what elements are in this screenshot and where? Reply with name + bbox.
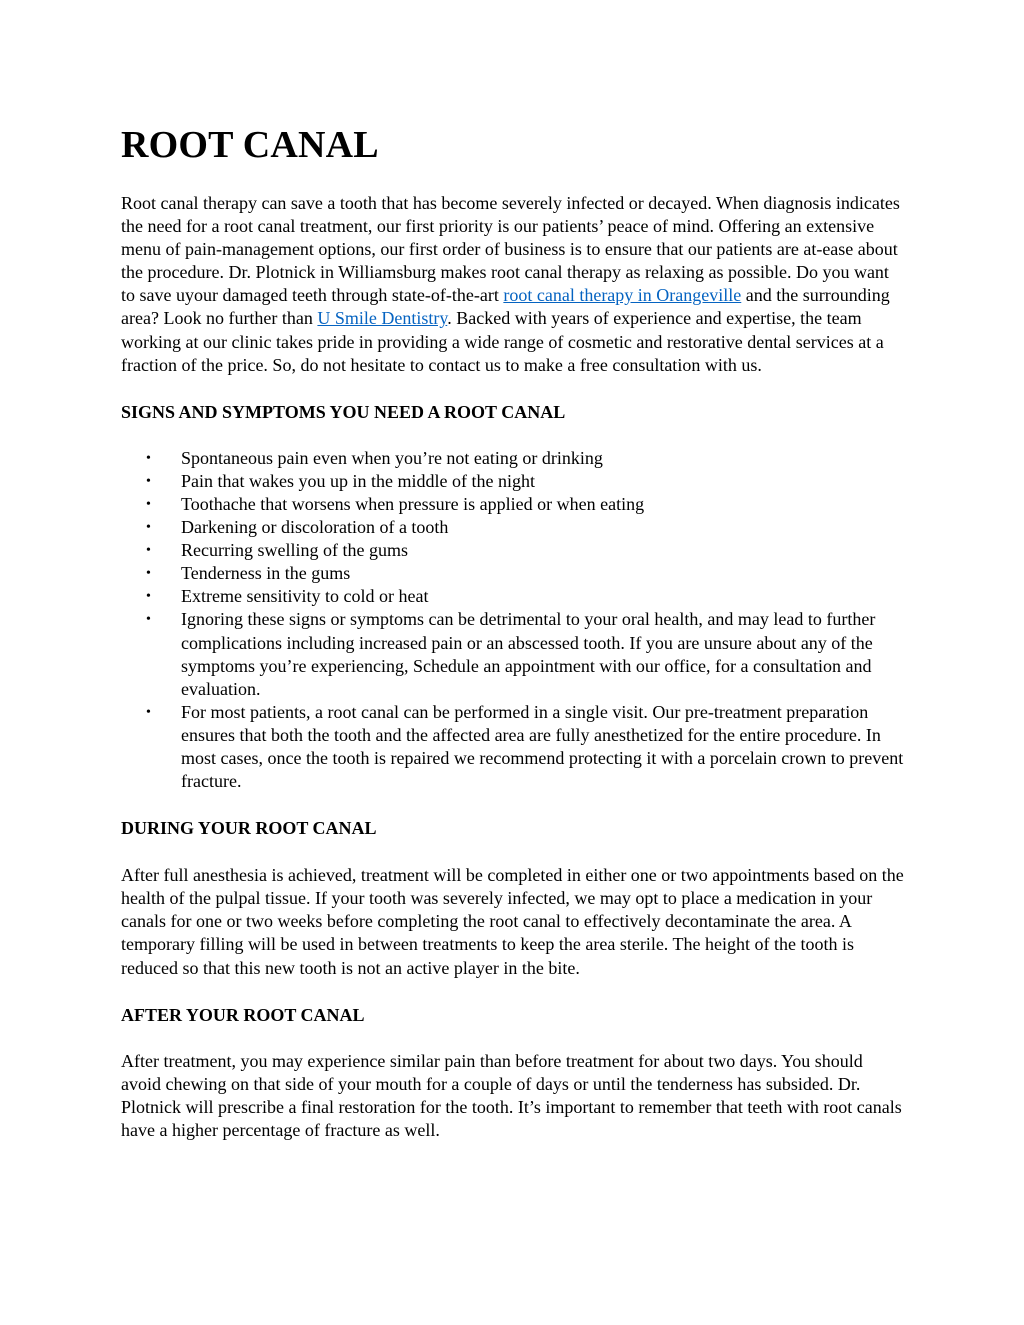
list-item-text: Pain that wakes you up in the middle of the night — [181, 470, 535, 491]
list-item — [121, 608, 906, 700]
during-paragraph: After full anesthesia is achieved, treatment will be completed in either one or two appointments based on the health of the pulpal tissue. If your tooth was severely infected, we may opt to place a medication in your canals for one or two weeks before completing the root canal to effectively decontaminate the area. A temporary filling will be used in between treatments to keep the area sterile. The height of the tooth is reduced so that this new tooth is not an active player in the bite. — [121, 865, 904, 978]
list-item-text: Tenderness in the gums — [181, 563, 351, 584]
list-item-text: Toothache that worsens when pressure is applied or when eating — [181, 493, 645, 514]
bullet-icon: • — [146, 589, 151, 605]
bullet-icon: • — [146, 612, 151, 628]
list-item — [121, 516, 906, 539]
bullet-icon: • — [146, 704, 151, 720]
during-heading: DURING YOUR ROOT CANAL — [121, 818, 377, 839]
list-item — [121, 539, 906, 562]
list-item-text: Extreme sensitivity to cold or heat — [181, 586, 429, 607]
signs-heading: SIGNS AND SYMPTOMS YOU NEED A ROOT CANAL — [121, 401, 566, 422]
list-item — [121, 585, 906, 608]
bullet-icon: • — [146, 473, 151, 489]
intro-text-3: . Backed with years of experience and expertise, the team working at our clinic takes pride in providing a wide range of cosmetic and restorative dental services at a fraction of the price. So, do not hesitate to contact us to make a free consultation with us. — [121, 308, 884, 375]
document-page — [121, 118, 906, 1142]
list-item-text: Spontaneous pain even when you’re not eating or drinking — [181, 447, 603, 468]
list-item-text: Ignoring these signs or symptoms can be detrimental to your oral health, and may lead to further complications including increased pain or an abscessed tooth. If you are unsure about any of the symptoms you’re experiencing, Schedule an appointment with our office, for a consultation and evaluation. — [181, 609, 876, 699]
list-item — [121, 562, 906, 585]
page-title: ROOT CANAL — [121, 124, 379, 166]
list-item-text: Darkening or discoloration of a tooth — [181, 517, 449, 538]
after-paragraph: After treatment, you may experience similar pain than before treatment for about two days. You should avoid chewing on that side of your mouth for a couple of days or until the tenderness has subsided. Dr. Plotnick will prescribe a final restoration for the tooth. It’s important to remember that teeth with root canals have a higher percentage of fracture as well. — [121, 1050, 902, 1140]
intro-text-1: Root canal therapy can save a tooth that has become severely infected or decayed. When diagnosis indicates the need for a root canal treatment, our first priority is our patients’ peace of mind. Offering an extensive menu of pain-management options, our first order of business is to ensure that our patients are at-ease about the procedure. Dr. Plotnick in Williamsburg makes root canal therapy as relaxing as possible. Do you want to save uyour damaged teeth through state-of-the-art — [121, 193, 900, 306]
list-item — [121, 470, 906, 493]
list-item — [121, 701, 906, 793]
u-smile-dentistry-link[interactable]: U Smile Dentistry — [317, 308, 448, 329]
root-canal-therapy-link[interactable]: root canal therapy in Orangeville — [503, 285, 742, 306]
bullet-icon: • — [146, 450, 151, 466]
list-item — [121, 447, 906, 470]
symptoms-list — [121, 447, 906, 793]
intro-text-2: and the surrounding area? Look no further than — [121, 285, 890, 329]
bullet-icon: • — [146, 496, 151, 512]
after-heading: AFTER YOUR ROOT CANAL — [121, 1004, 365, 1025]
list-item-text: Recurring swelling of the gums — [181, 540, 408, 561]
intro-paragraph — [121, 192, 906, 377]
bullet-icon: • — [146, 543, 151, 559]
bullet-icon: • — [146, 566, 151, 582]
list-item-text: For most patients, a root canal can be performed in a single visit. Our pre-treatment preparation ensures that both the tooth and the affected area are fully anesthetized for the entire procedure. In most cases, once the tooth is repaired we recommend protecting it with a porcelain crown to prevent fracture. — [181, 701, 904, 792]
bullet-icon: • — [146, 520, 151, 536]
list-item — [121, 493, 906, 516]
